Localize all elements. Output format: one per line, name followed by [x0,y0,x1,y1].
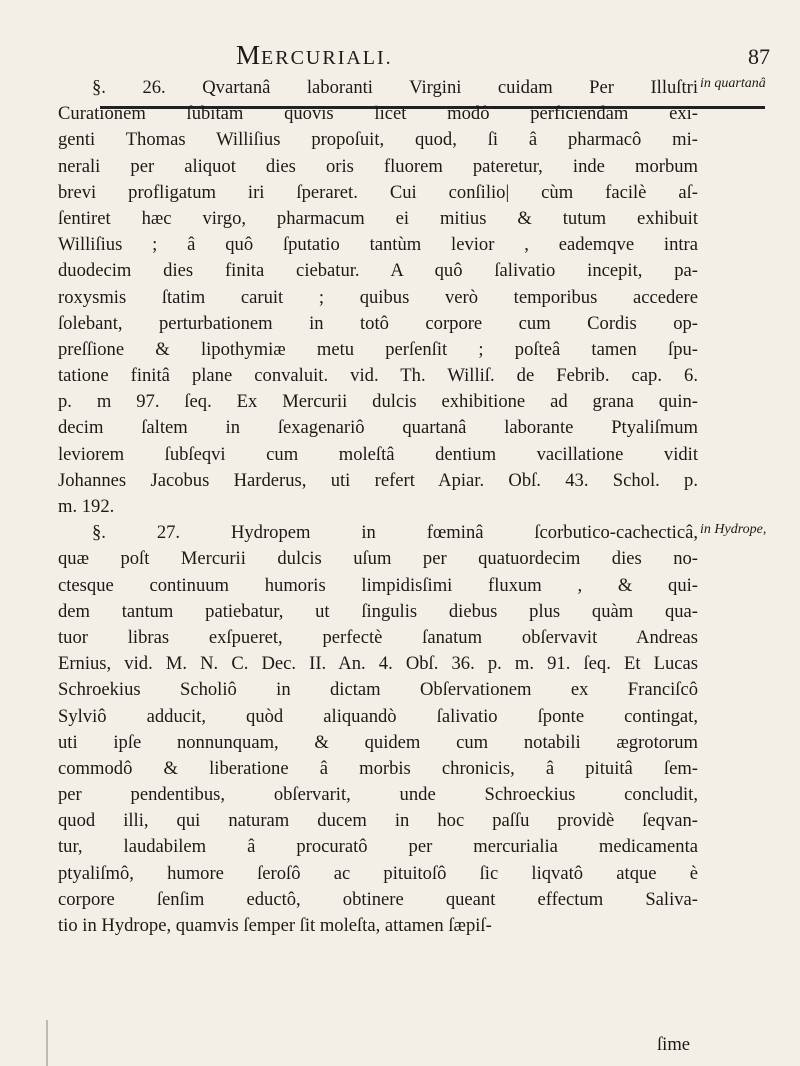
running-head [236,40,393,71]
text-line: roxysmis ſtatim caruit ; quibus verò temporibus accedere [58,286,698,308]
text-line: uti ipſe nonnunquam, & quidem cum notabili ægrotorum [58,731,698,753]
text-line: leviorem ſubſeqvi cum moleſtâ dentium vacillatione vidit [58,443,698,465]
text-line: tatione finitâ plane convaluit. vid. Th. Williſ. de Febrib. cap. 6. [58,365,698,387]
text-line: tuor libras exſpueret, perfectè ſanatum obſervavit Andreas [58,626,698,648]
text-line: ſentiret hæc virgo, pharmacum ei mitius & tutum exhibuit [58,207,698,229]
margin-note-hydrope: in Hydrope, [700,522,767,537]
text-line: Curationem ſubitam quovis licet modô perficiendam exi- [58,103,698,125]
page-number: 87 [748,44,770,69]
text-line: duodecim dies finita ciebatur. A quô ſalivatio incepit, pa- [58,260,698,282]
text-line: corpore ſenſim eductô, obtinere queant effectum Saliva- [58,888,698,910]
text-line: tio in Hydrope, quamvis ſemper ſit moleſta, attamen ſæpiſ- [58,915,492,936]
running-head-cap: M [236,40,262,70]
text-line: Ernius, vid. M. N. C. Dec. II. An. 4. Obſ. 36. p. m. 91. ſeq. Et Lucas [58,653,698,675]
text-line: quod illi, qui naturam ducem in hoc paſſu providè ſeqvan- [58,810,698,832]
text-line: ſolebant, perturbationem in totô corpore cum Cordis op- [58,312,698,334]
catchword: ſime [657,1034,691,1055]
text-line: genti Thomas Williſius propoſuit, quod, ſi â pharmacô mi- [58,129,698,151]
text-line: Schroekius Scholiô in dictam Obſervationem ex Franciſcô [58,679,698,701]
running-head-rest: ERCURIALI. [261,47,393,69]
text-line: preſſione & lipothymiæ metu perſenſit ; poſteâ tamen ſpu- [58,338,698,360]
page-edge-shadow [46,1020,48,1066]
text-line: m. 192. [58,496,115,517]
text-line: tur, laudabilem â procuratô per mercurialia medicamenta [58,836,698,858]
text-line: commodô & liberatione â morbis chronicis, â pituitâ ſem- [58,757,698,779]
margin-note-quartana: in quartanâ [700,76,766,91]
text-line: quæ poſt Mercurii dulcis uſum per quatuordecim dies no- [58,548,698,570]
text-line: §. 26. Qvartanâ laboranti Virgini cuidam Per Illuſtri [92,77,698,98]
text-line: Sylviô adducit, quòd aliquandò ſalivatio ſponte contingat, [58,705,698,727]
text-line: §. 27. Hydropem in fœminâ ſcorbutico-cachecticâ, [92,522,698,544]
text-line: p. m 97. ſeq. Ex Mercurii dulcis exhibitione ad grana quin- [58,391,698,413]
text-line: nerali per aliquot dies oris fluorem pateretur, inde morbum [58,155,698,177]
text-line: ptyaliſmô, humore ſeroſô ac pituitoſô ſic liqvatô atque è [58,862,698,884]
text-line: Williſius ; â quô ſputatio tantùm levior , eademqve intra [58,234,698,256]
text-line: dem tantum patiebatur, ut ſingulis diebus plus quàm qua- [58,600,698,622]
text-line: decim ſaltem in ſexagenariô quartanâ laborante Ptyaliſmum [58,417,698,439]
text-line: ctesque continuum humoris limpidisſimi fluxum , & qui- [58,574,698,596]
text-line: Johannes Jacobus Harderus, uti refert Apiar. Obſ. 43. Schol. p. [58,469,698,491]
text-line: brevi profligatum iri ſperaret. Cui conſilio| cùm facilè aſ- [58,181,698,203]
body-text [58,75,698,939]
text-line: per pendentibus, obſervarit, unde Schroeckius concludit, [58,784,698,806]
page-header [0,36,800,76]
